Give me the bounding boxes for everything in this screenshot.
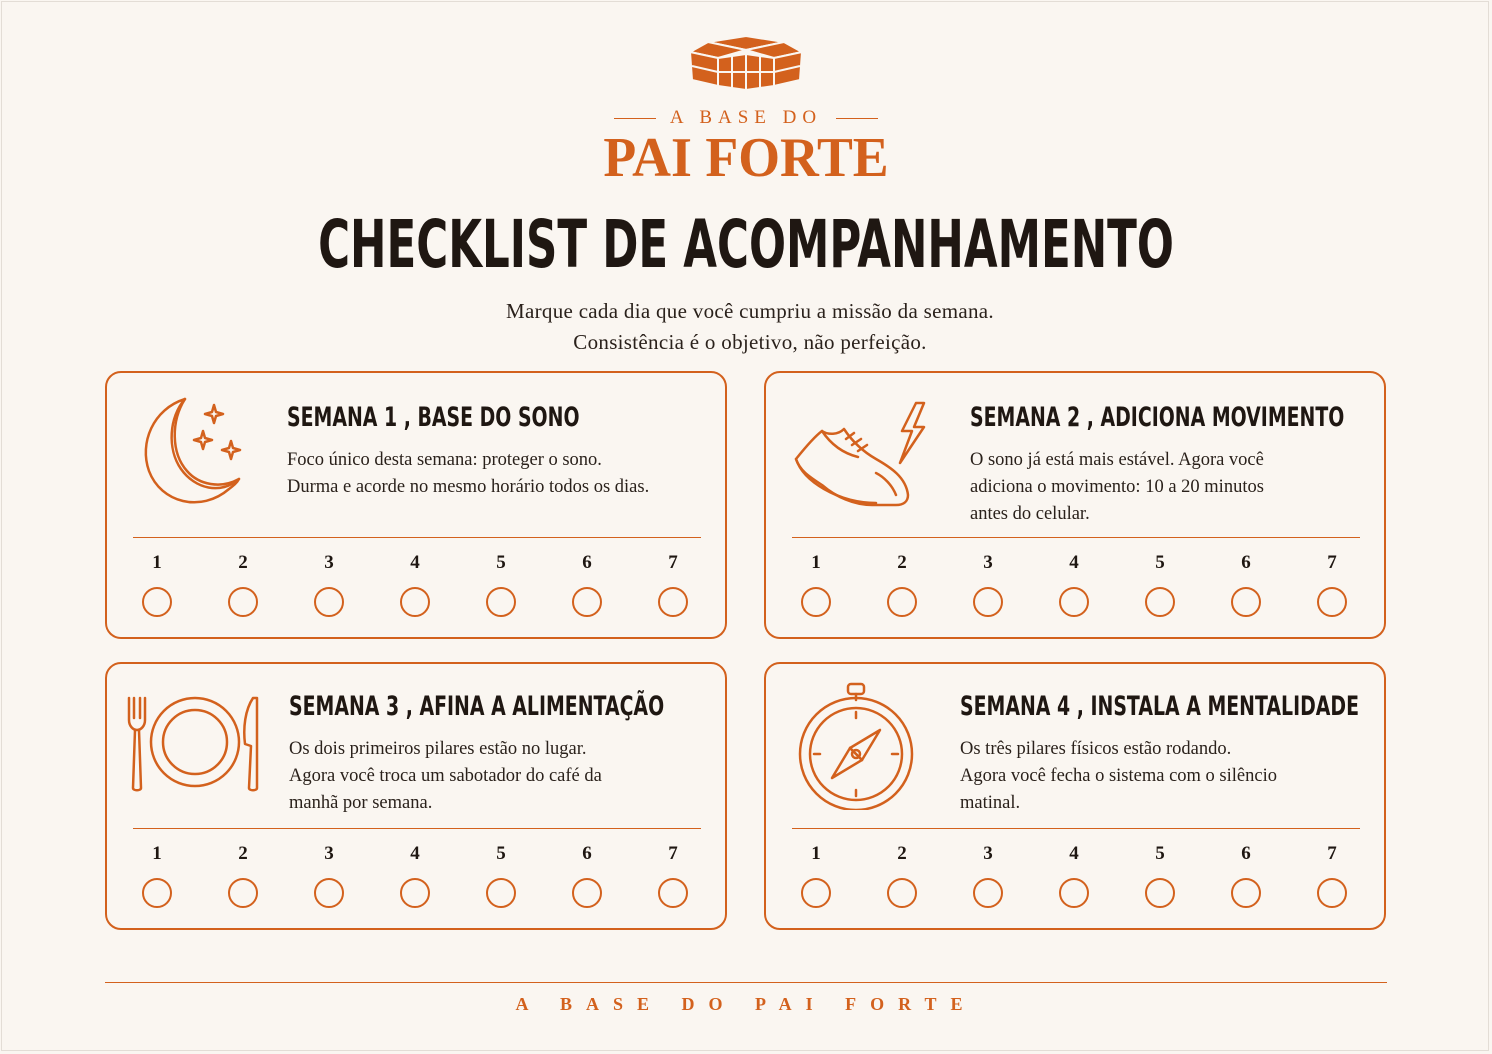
- day-number: 2: [897, 843, 907, 864]
- day-checkbox[interactable]: [1145, 878, 1175, 908]
- desc-line: matinal.: [960, 793, 1021, 813]
- day-number: 4: [410, 843, 420, 864]
- desc-line: O sono já está mais estável. Agora você: [970, 450, 1264, 470]
- day-item: [223, 551, 263, 617]
- day-number: 3: [324, 552, 334, 573]
- desc-line: antes do celular.: [970, 504, 1090, 524]
- day-checkbox[interactable]: [887, 587, 917, 617]
- day-number: 1: [152, 843, 162, 864]
- day-item: [882, 842, 922, 908]
- desc-line: Durma e acorde no mesmo horário todos os dias.: [287, 477, 650, 497]
- day-checkbox[interactable]: [887, 878, 917, 908]
- desc-line: Os três pilares físicos estão rodando.: [960, 739, 1232, 759]
- week-title: SEMANA 1 , BASE DO SONO: [287, 402, 580, 433]
- day-item: [309, 842, 349, 908]
- day-number: 6: [582, 843, 592, 864]
- day-checkbox[interactable]: [486, 587, 516, 617]
- footer-brand: A BASE DO PAI FORTE: [515, 994, 977, 1014]
- day-item: [1054, 551, 1094, 617]
- day-item: [1054, 842, 1094, 908]
- day-item: [1312, 842, 1352, 908]
- week-description: [289, 736, 729, 817]
- day-item: [137, 842, 177, 908]
- day-checkbox[interactable]: [1059, 587, 1089, 617]
- day-item: [567, 842, 607, 908]
- page-title: CHECKLIST DE ACOMPANHAMENTO: [318, 206, 1174, 283]
- day-number: 7: [668, 843, 678, 864]
- day-checkbox[interactable]: [973, 878, 1003, 908]
- week-card-1: [105, 371, 727, 639]
- day-item: [223, 842, 263, 908]
- day-item: [653, 551, 693, 617]
- card-divider: [792, 537, 1360, 538]
- page-subtitle: [0, 296, 1492, 358]
- week-card-4: [764, 662, 1386, 930]
- day-item: [309, 551, 349, 617]
- day-item: [481, 551, 521, 617]
- day-number: 4: [410, 552, 420, 573]
- day-checkbox[interactable]: [1059, 878, 1089, 908]
- week-title: SEMANA 3 , AFINA A ALIMENTAÇÃO: [289, 691, 665, 722]
- day-checklist: [133, 551, 701, 621]
- day-checkbox[interactable]: [801, 878, 831, 908]
- desc-line: manhã por semana.: [289, 793, 433, 813]
- day-number: 7: [668, 552, 678, 573]
- day-number: 4: [1069, 843, 1079, 864]
- day-number: 4: [1069, 552, 1079, 573]
- day-item: [395, 551, 435, 617]
- day-number: 3: [983, 843, 993, 864]
- card-divider: [133, 537, 701, 538]
- desc-line: adiciona o movimento: 10 a 20 minutos: [970, 477, 1264, 497]
- day-item: [395, 842, 435, 908]
- desc-line: Os dois primeiros pilares estão no lugar.: [289, 739, 587, 759]
- day-checklist: [133, 842, 701, 912]
- day-checklist: [792, 551, 1360, 621]
- brand-rule-right: [836, 118, 878, 119]
- day-number: 3: [324, 843, 334, 864]
- footer-divider: [105, 982, 1387, 983]
- day-checkbox[interactable]: [1231, 587, 1261, 617]
- week-card-2: [764, 371, 1386, 639]
- day-item: [567, 551, 607, 617]
- day-number: 2: [897, 552, 907, 573]
- day-number: 5: [1155, 552, 1165, 573]
- brand-small-text: A BASE DO: [669, 107, 823, 128]
- day-checkbox[interactable]: [801, 587, 831, 617]
- box-icon: [686, 34, 806, 98]
- day-checkbox[interactable]: [228, 878, 258, 908]
- day-checkbox[interactable]: [142, 878, 172, 908]
- day-checkbox[interactable]: [228, 587, 258, 617]
- day-item: [1140, 551, 1180, 617]
- card-divider: [133, 828, 701, 829]
- day-item: [796, 842, 836, 908]
- day-number: 5: [1155, 843, 1165, 864]
- day-number: 2: [238, 843, 248, 864]
- brand-name: PAI FORTE: [603, 127, 889, 189]
- day-item: [1226, 551, 1266, 617]
- day-checkbox[interactable]: [572, 587, 602, 617]
- day-checkbox[interactable]: [1317, 587, 1347, 617]
- day-checkbox[interactable]: [1317, 878, 1347, 908]
- desc-line: Foco único desta semana: proteger o sono.: [287, 450, 602, 470]
- desc-line: Agora você troca um sabotador do café da: [289, 766, 602, 786]
- day-number: 5: [496, 843, 506, 864]
- day-number: 3: [983, 552, 993, 573]
- sneaker-lightning-icon: [792, 397, 932, 517]
- day-checkbox[interactable]: [658, 878, 688, 908]
- week-title: SEMANA 2 , ADICIONA MOVIMENTO: [970, 402, 1345, 433]
- day-checkbox[interactable]: [486, 878, 516, 908]
- day-item: [1140, 842, 1180, 908]
- subtitle-line-2: Consistência é o objetivo, não perfeição.: [573, 330, 927, 354]
- week-description: [287, 447, 727, 501]
- subtitle-line-1: Marque cada dia que você cumpriu a missão da semana.: [506, 299, 994, 323]
- day-checkbox[interactable]: [973, 587, 1003, 617]
- day-number: 1: [811, 552, 821, 573]
- compass-icon: [796, 680, 916, 810]
- day-checkbox[interactable]: [142, 587, 172, 617]
- week-card-3: [105, 662, 727, 930]
- day-checkbox[interactable]: [1145, 587, 1175, 617]
- day-number: 2: [238, 552, 248, 573]
- day-item: [1312, 551, 1352, 617]
- day-item: [968, 842, 1008, 908]
- day-number: 7: [1327, 843, 1337, 864]
- day-checkbox[interactable]: [314, 587, 344, 617]
- week-title: SEMANA 4 , INSTALA A MENTALIDADE: [960, 691, 1360, 722]
- day-checkbox[interactable]: [400, 587, 430, 617]
- day-checkbox[interactable]: [572, 878, 602, 908]
- day-checkbox[interactable]: [1231, 878, 1261, 908]
- day-item: [653, 842, 693, 908]
- desc-line: Agora você fecha o sistema com o silêncio: [960, 766, 1277, 786]
- day-item: [137, 551, 177, 617]
- day-number: 7: [1327, 552, 1337, 573]
- day-number: 6: [1241, 552, 1251, 573]
- day-checkbox[interactable]: [400, 878, 430, 908]
- week-description: [970, 447, 1410, 528]
- day-checkbox[interactable]: [314, 878, 344, 908]
- day-checkbox[interactable]: [658, 587, 688, 617]
- day-number: 5: [496, 552, 506, 573]
- day-item: [796, 551, 836, 617]
- day-item: [968, 551, 1008, 617]
- day-checklist: [792, 842, 1360, 912]
- card-divider: [792, 828, 1360, 829]
- day-item: [481, 842, 521, 908]
- plate-cutlery-icon: [125, 694, 265, 794]
- brand-rule-left: [614, 118, 656, 119]
- day-item: [882, 551, 922, 617]
- week-description: [960, 736, 1400, 817]
- moon-stars-icon: [133, 391, 263, 521]
- day-number: 1: [152, 552, 162, 573]
- day-item: [1226, 842, 1266, 908]
- day-number: 1: [811, 843, 821, 864]
- day-number: 6: [582, 552, 592, 573]
- day-number: 6: [1241, 843, 1251, 864]
